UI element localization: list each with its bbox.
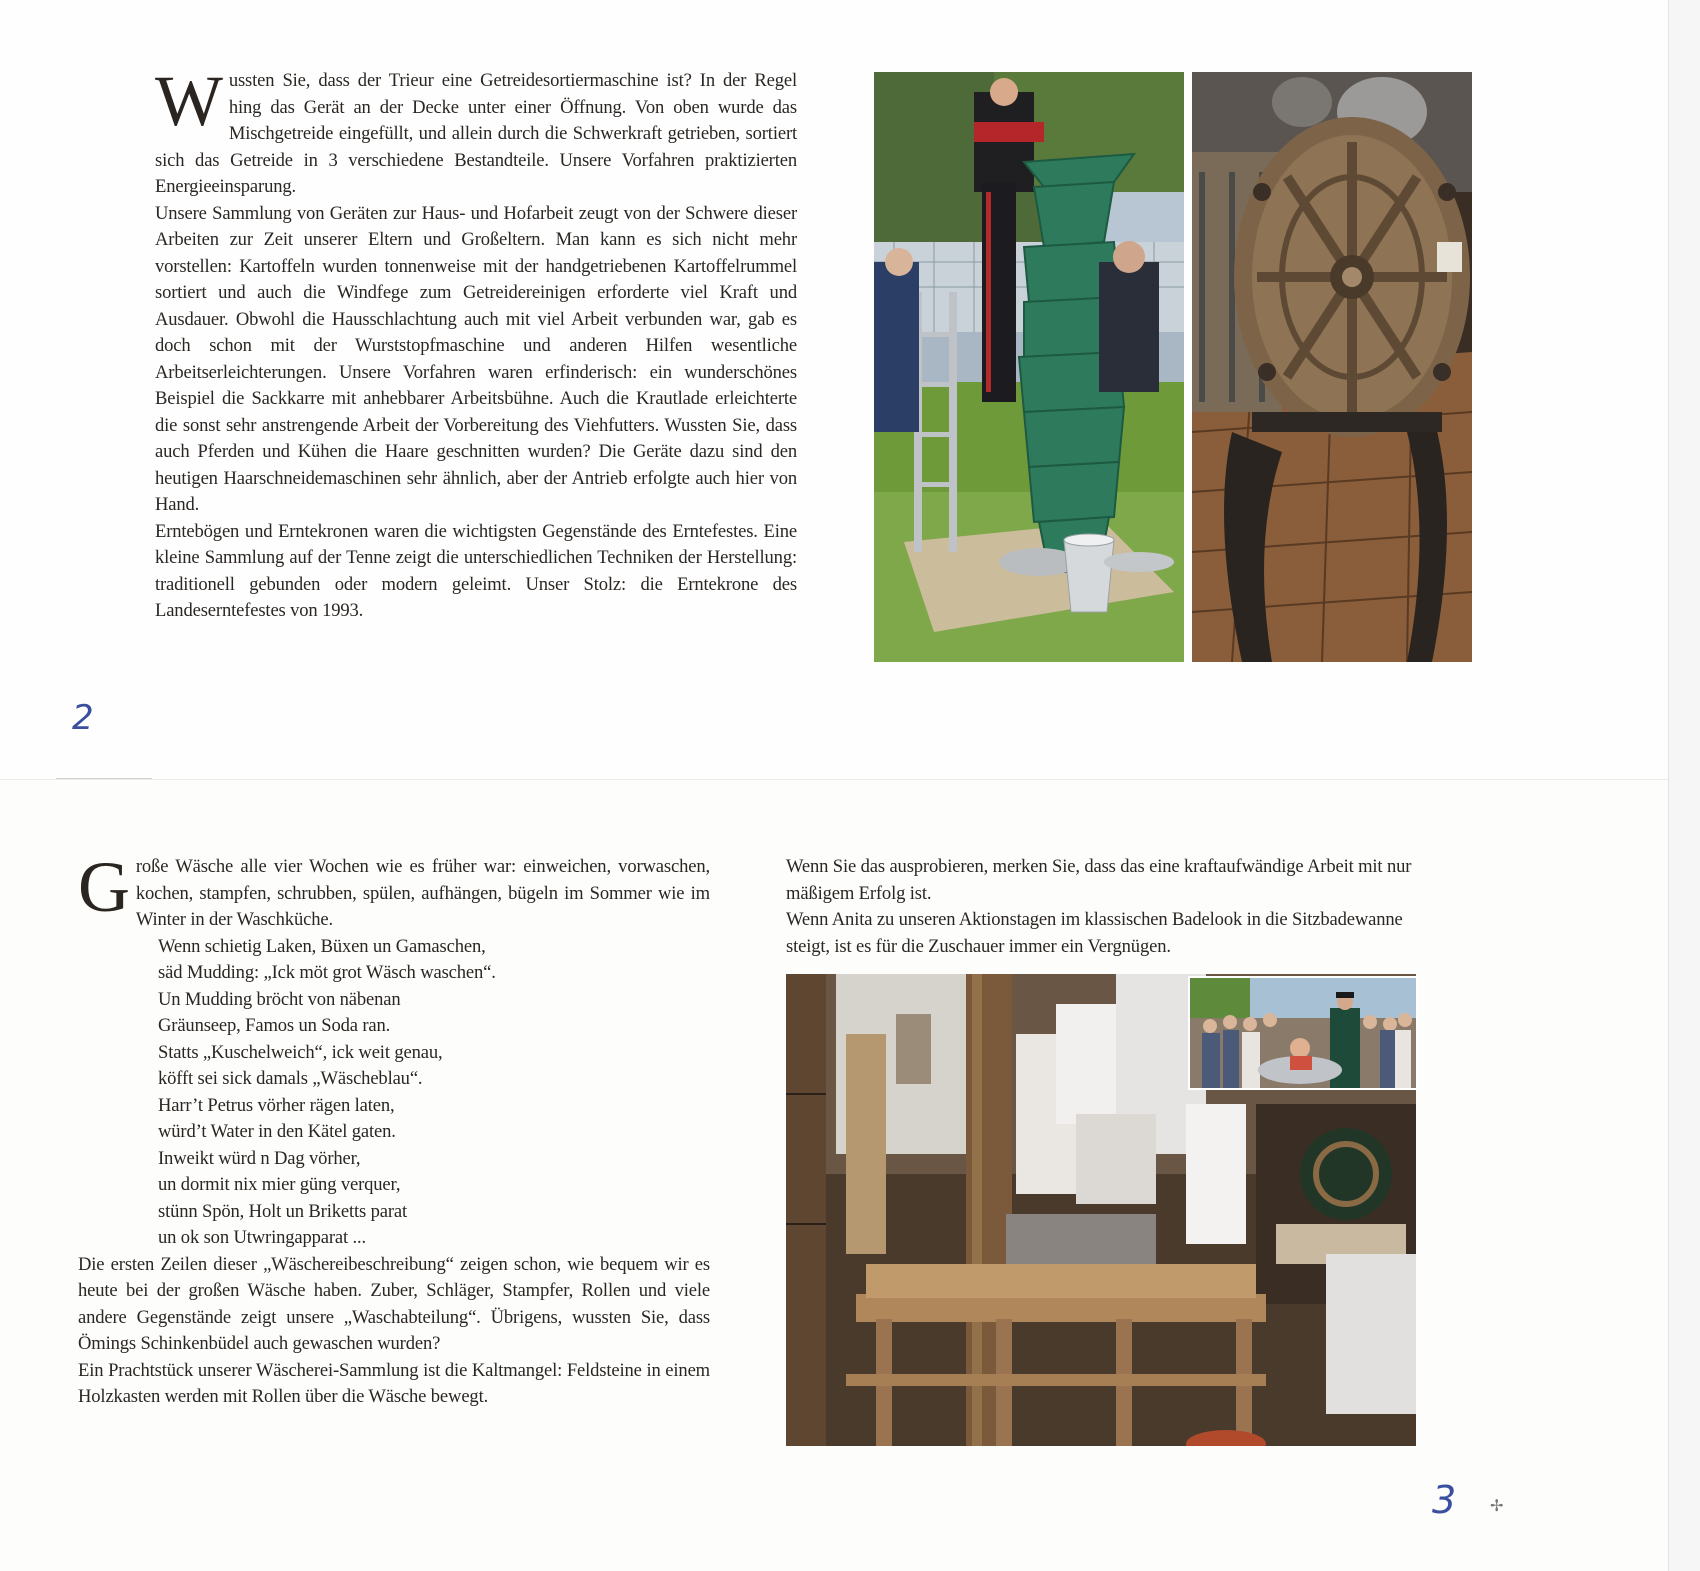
poem-line: Wenn schietig Laken, Büxen un Gamaschen, xyxy=(158,935,486,957)
page-mark-top: 2 xyxy=(72,698,94,738)
page-fold-line xyxy=(0,779,1668,780)
top-paragraph-2: Unsere Sammlung von Geräten zur Haus- und Hofarbeit zeugt von der Schwere dieser Arbeiten zur Zeit unserer Eltern und Großeltern. Man kann es sich nicht mehr vorstellen: Kartoffeln wurden tonnenweise mit der handgetriebenen Kartoffelrummel sortiert und auch die Windfege zum Getreidereinigen erforderte viel Kraft und Ausdauer. Obwohl die Hausschlachtung auch mit viel Arbeit verbunden war, gab es doch schon mit der Wurststopfmaschine und anderen Hilfen wesentliche Arbeitserleichterungen. Unsere Vorfahren waren erfinderisch: ein wunderschönes Beispiel die Sackkarre mit anhebbarer Arbeitsbühne. Auch die Krautlade erleichterte die sonst sehr anstrengende Arbeit der Vorbereitung des Viehfutters. Wussten Sie, dass auch Pferden und Kühen die Haare geschnitten wurden? Die Geräte dazu sind den heutigen Haarschneidemaschinen sehr ähnlich, aber der Antrieb erfolgte auch hier von Hand. xyxy=(155,202,797,515)
photo-bathtub-show-inset xyxy=(1188,976,1418,1090)
bottom-paragraph-2: Ein Prachtstück unserer Wäscherei-Sammlung ist die Kaltmangel: Feldsteine in einem Holzkasten werden mit Rollen über die Wäsche bewegt. xyxy=(78,1359,710,1407)
dropcap-w: W xyxy=(155,61,223,141)
poem-line: Un Mudding bröcht von näbenan xyxy=(158,988,401,1010)
poem-line: Harr’t Petrus vörher rägen laten, xyxy=(158,1094,395,1116)
top-paragraph-3: Erntebögen und Erntekronen waren die wichtigsten Gegenstände des Erntefestes. Eine kleine Sammlung auf der Tenne zeigt die unterschiedlichen Techniken der Herstellung: traditionell gebunden oder modern geleimt. Unser Stolz: die Erntekrone des Landeserntefestes von 1993. xyxy=(155,520,797,621)
right-paragraph-2: Wenn Anita zu unseren Aktionstagen im klassischen Badelook in die Sitzbadewanne steigt, ist es für die Zuschauer immer ein Vergnügen. xyxy=(786,909,1403,957)
ink-smudge-icon: ✢ xyxy=(1490,1496,1504,1515)
poem-line: un ok son Utwringapparat ... xyxy=(158,1227,367,1248)
poem-line: stünn Spön, Holt un Briketts parat xyxy=(158,1200,408,1222)
poem-line: un dormit nix mier güng verquer, xyxy=(158,1174,401,1195)
poem-line: Statts „Kuschelweich“, ick weit genau, xyxy=(158,1041,443,1063)
top-text-column xyxy=(155,61,797,625)
photo-butter-churn-barrel xyxy=(1192,72,1472,662)
wash-poem xyxy=(78,934,710,1252)
right-paragraph-1: Wenn Sie das ausprobieren, merken Sie, dass das eine kraftaufwändige Arbeit mit nur mäßigem Erfolg ist. xyxy=(786,856,1412,904)
poem-line: köfft sei sick damals „Wäscheblau“. xyxy=(158,1068,423,1089)
page-mark-bottom: 3 xyxy=(1432,1478,1457,1522)
page-edge-mark xyxy=(56,778,152,779)
right-page-edge xyxy=(1668,0,1700,1571)
poem-line: würd’t Water in den Kätel gaten. xyxy=(158,1121,396,1142)
bottom-paragraph-1: Die ersten Zeilen dieser „Wäschereibeschreibung“ zeigen schon, wie bequem wir es heute bei der großen Wäsche haben. Zuber, Schläger, Stampfer, Rollen und viele andere Gegenstände zeigt unsere „Waschabteilung“. Übrigens, wussten Sie, dass Ömings Schinkenbüdel auch gewaschen wurden? xyxy=(78,1253,710,1354)
bottom-intro: Große Wäsche alle vier Wochen wie es früher war: einweichen, vorwaschen, kochen, stampfen, schrubben, spülen, aufhängen, bügeln im Sommer wie im Winter in der Waschküche. xyxy=(78,847,710,930)
photo-trieur-machine xyxy=(874,72,1184,662)
top-paragraph-1: Wussten Sie, dass der Trieur eine Getreidesortiermaschine ist? In der Regel hing das Gerät an der Decke unter einer Öffnung. Von oben wurde das Mischgetreide eingefüllt, und allein durch die Schwerkraft getrieben, sortiert sich das Getreide in 3 verschiedene Bestandteile. Unsere Vorfahren praktizierten Energieeinsparung. xyxy=(155,61,797,197)
poem-line: Gräunseep, Famos un Soda ran. xyxy=(158,1015,391,1036)
poem-line: Inweikt würd n Dag vörher, xyxy=(158,1147,361,1169)
poem-line: säd Mudding: „Ick möt grot Wäsch waschen“. xyxy=(158,962,496,983)
bottom-right-text-column xyxy=(786,854,1426,960)
bottom-left-text-column xyxy=(78,847,710,1411)
dropcap-g: G xyxy=(78,847,130,927)
